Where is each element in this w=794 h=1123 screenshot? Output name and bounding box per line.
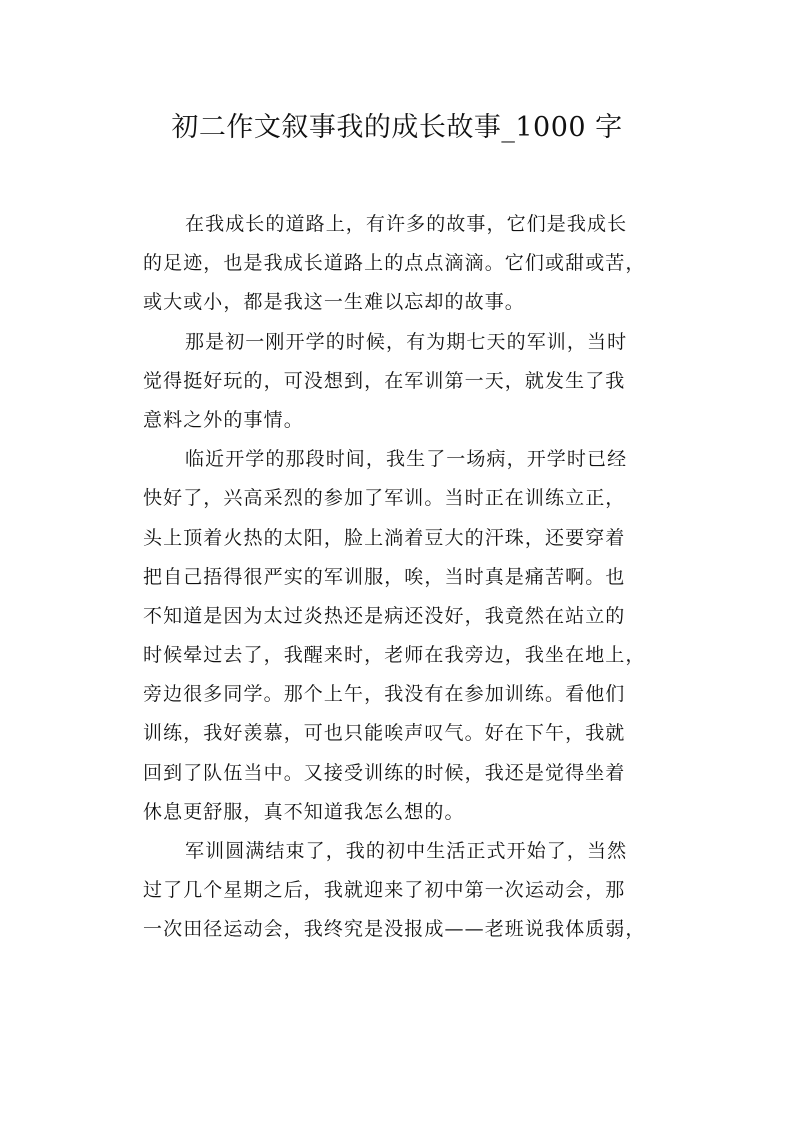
text-line: 头上顶着火热的太阳，脸上淌着豆大的汗珠，还要穿着 — [143, 526, 626, 549]
text-line: 训练，我好羡慕，可也只能唉声叹气。好在下午，我就 — [143, 722, 626, 745]
document-body — [143, 205, 663, 950]
text-line: 旁边很多同学。那个上午，我没有在参加训练。看他们 — [143, 683, 626, 706]
text-line: 那是初一刚开学的时候，有为期七天的军训，当时 — [185, 330, 628, 353]
text-line: 意料之外的事情。 — [143, 408, 304, 431]
text-line: 临近开学的那段时间，我生了一场病，开学时已经 — [185, 448, 628, 471]
text-line: 快好了，兴高采烈的参加了军训。当时正在训练立正， — [143, 487, 626, 510]
text-line: 觉得挺好玩的，可没想到，在军训第一天，就发生了我 — [143, 369, 626, 392]
document-title: 初二作文叙事我的成长故事_1000 字 — [171, 112, 623, 143]
text-line: 的足迹，也是我成长道路上的点点滴滴。它们或甜或苦， — [143, 252, 646, 275]
text-line: 不知道是因为太过炎热还是病还没好，我竟然在站立的 — [143, 604, 626, 627]
text-line: 把自己捂得很严实的军训服，唉，当时真是痛苦啊。也 — [143, 565, 626, 588]
text-line: 时候晕过去了，我醒来时，老师在我旁边，我坐在地上， — [143, 644, 646, 667]
text-line: 过了几个星期之后，我就迎来了初中第一次运动会，那 — [143, 879, 626, 902]
text-line: 休息更舒服，真不知道我怎么想的。 — [143, 800, 465, 823]
text-line: 回到了队伍当中。又接受训练的时候，我还是觉得坐着 — [143, 761, 626, 784]
text-line: 一次田径运动会，我终究是没报成——老班说我体质弱， — [143, 918, 646, 941]
text-line: 在我成长的道路上，有许多的故事，它们是我成长 — [185, 213, 628, 235]
text-line: 军训圆满结束了，我的初中生活正式开始了，当然 — [185, 840, 628, 862]
text-line: 或大或小，都是我这一生难以忘却的故事。 — [143, 291, 525, 314]
